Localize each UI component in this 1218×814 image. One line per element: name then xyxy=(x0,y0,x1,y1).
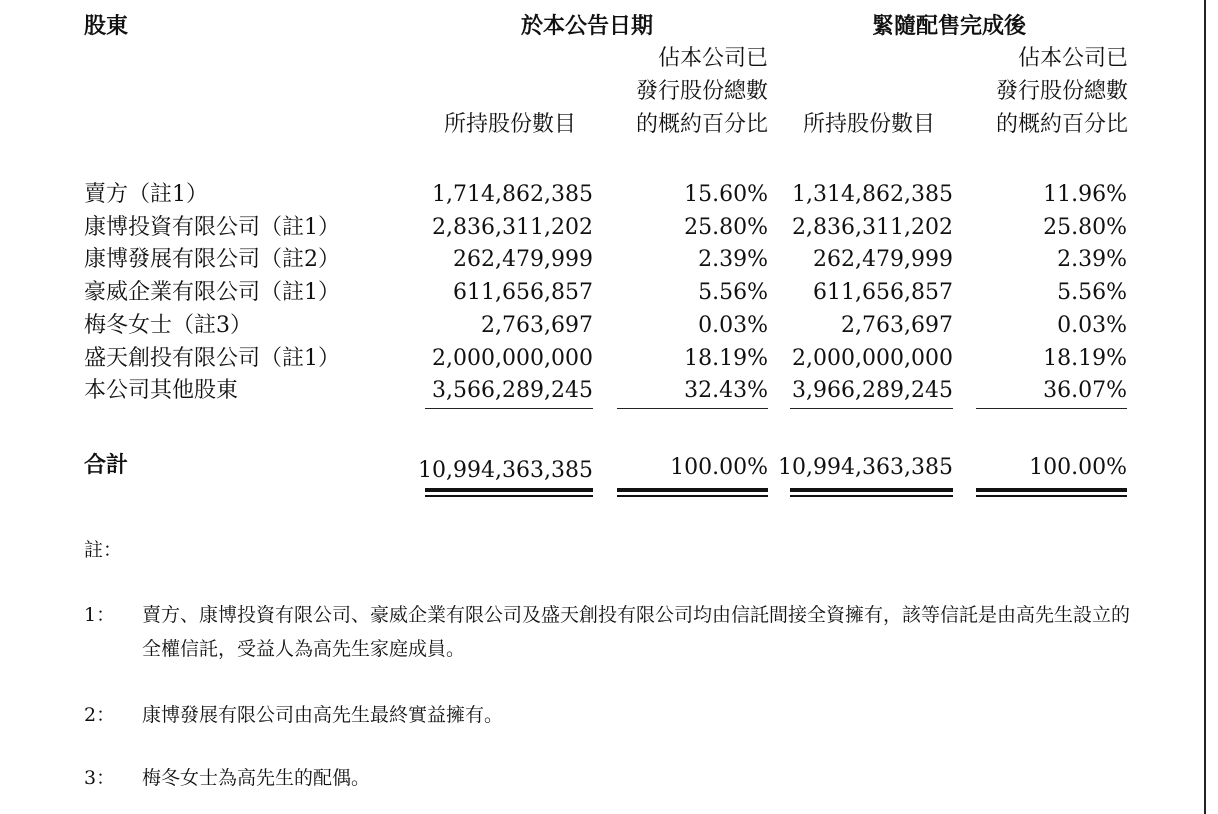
row-shares-after: 2,763,697 xyxy=(841,312,953,338)
row-pct-now: 18.19% xyxy=(684,345,768,371)
header-group-announcement-date: 於本公告日期 xyxy=(521,14,654,39)
row-shares-now: 2,763,697 xyxy=(481,312,593,338)
double-rule-shares-now xyxy=(425,488,593,497)
row-pct-now: 32.43% xyxy=(684,378,768,404)
note-3-number: 3： xyxy=(84,767,116,789)
page-edge-rule xyxy=(1204,0,1206,814)
row-shares-now: 3,566,289,245 xyxy=(432,378,593,404)
total-pct-after: 100.00% xyxy=(1029,455,1127,480)
row-shares-after: 1,314,862,385 xyxy=(792,182,953,207)
rule-pct-now xyxy=(617,408,768,409)
total-shares-after: 10,994,363,385 xyxy=(778,455,953,480)
row-pct-after: 25.80% xyxy=(1043,214,1127,240)
row-pct-now: 0.03% xyxy=(698,312,768,338)
header-shares-after: 所持股份數目 xyxy=(803,112,936,137)
notes-title: 註： xyxy=(84,539,123,561)
header-group-after-placing: 緊隨配售完成後 xyxy=(872,14,1027,39)
row-pct-after: 0.03% xyxy=(1057,312,1127,338)
rule-shares-now xyxy=(425,408,593,409)
note-1-text: 賣方、康博投資有限公司、豪威企業有限公司及盛天創投有限公司均由信託間接全資擁有，該等信託是由高先生設立的全權信託，受益人為高先生家庭成員。 xyxy=(142,604,1131,660)
row-shares-after: 2,000,000,000 xyxy=(792,345,953,371)
header-pct-now: 佔本公司已 發行股份總數 的概約百分比 xyxy=(635,46,768,137)
double-rule-pct-now xyxy=(617,488,768,497)
total-shares-now: 10,994,363,385 xyxy=(418,458,593,483)
row-shareholder-name: 豪威企業有限公司（註1） xyxy=(84,280,340,306)
row-shares-now: 1,714,862,385 xyxy=(432,182,593,207)
row-pct-after: 5.56% xyxy=(1057,280,1127,306)
header-pct-after: 佔本公司已 發行股份總數 的概約百分比 xyxy=(995,46,1128,137)
row-shareholder-name: 盛天創投有限公司（註1） xyxy=(84,345,340,371)
note-2-text: 康博發展有限公司由高先生最終實益擁有。 xyxy=(142,704,504,726)
row-shares-now: 611,656,857 xyxy=(453,280,593,306)
note-1-number: 1： xyxy=(84,604,116,626)
row-shareholder-name: 梅冬女士（註3） xyxy=(84,312,252,338)
rule-pct-after xyxy=(976,408,1127,409)
row-pct-after: 36.07% xyxy=(1043,378,1127,404)
total-pct-now: 100.00% xyxy=(670,455,768,480)
row-shareholder-name: 本公司其他股東 xyxy=(84,378,239,404)
row-shareholder-name: 康博投資有限公司（註1） xyxy=(84,214,340,240)
header-shares-now: 所持股份數目 xyxy=(444,112,577,137)
row-shares-after: 2,836,311,202 xyxy=(792,214,953,240)
row-shareholder-name: 康博發展有限公司（註2） xyxy=(84,247,340,273)
row-shares-after: 611,656,857 xyxy=(813,280,953,306)
row-pct-after: 2.39% xyxy=(1057,247,1127,273)
double-rule-pct-after xyxy=(976,488,1127,497)
row-pct-now: 5.56% xyxy=(698,280,768,306)
row-shares-now: 262,479,999 xyxy=(453,247,593,273)
row-pct-now: 25.80% xyxy=(684,214,768,240)
note-2-number: 2： xyxy=(84,704,116,726)
row-shares-after: 3,966,289,245 xyxy=(792,378,953,404)
row-pct-now: 15.60% xyxy=(684,182,768,207)
row-shares-now: 2,836,311,202 xyxy=(432,214,593,240)
double-rule-shares-after xyxy=(790,488,953,497)
row-pct-after: 18.19% xyxy=(1043,345,1127,371)
row-pct-after: 11.96% xyxy=(1043,182,1127,207)
row-shares-now: 2,000,000,000 xyxy=(432,345,593,371)
note-3-text: 梅冬女士為高先生的配偶。 xyxy=(142,767,371,789)
row-shares-after: 262,479,999 xyxy=(813,247,953,273)
rule-shares-after xyxy=(790,408,953,409)
row-shareholder-name: 賣方（註1） xyxy=(84,182,208,207)
header-shareholder: 股東 xyxy=(84,14,129,39)
row-pct-now: 2.39% xyxy=(698,247,768,273)
total-label: 合計 xyxy=(84,453,129,478)
